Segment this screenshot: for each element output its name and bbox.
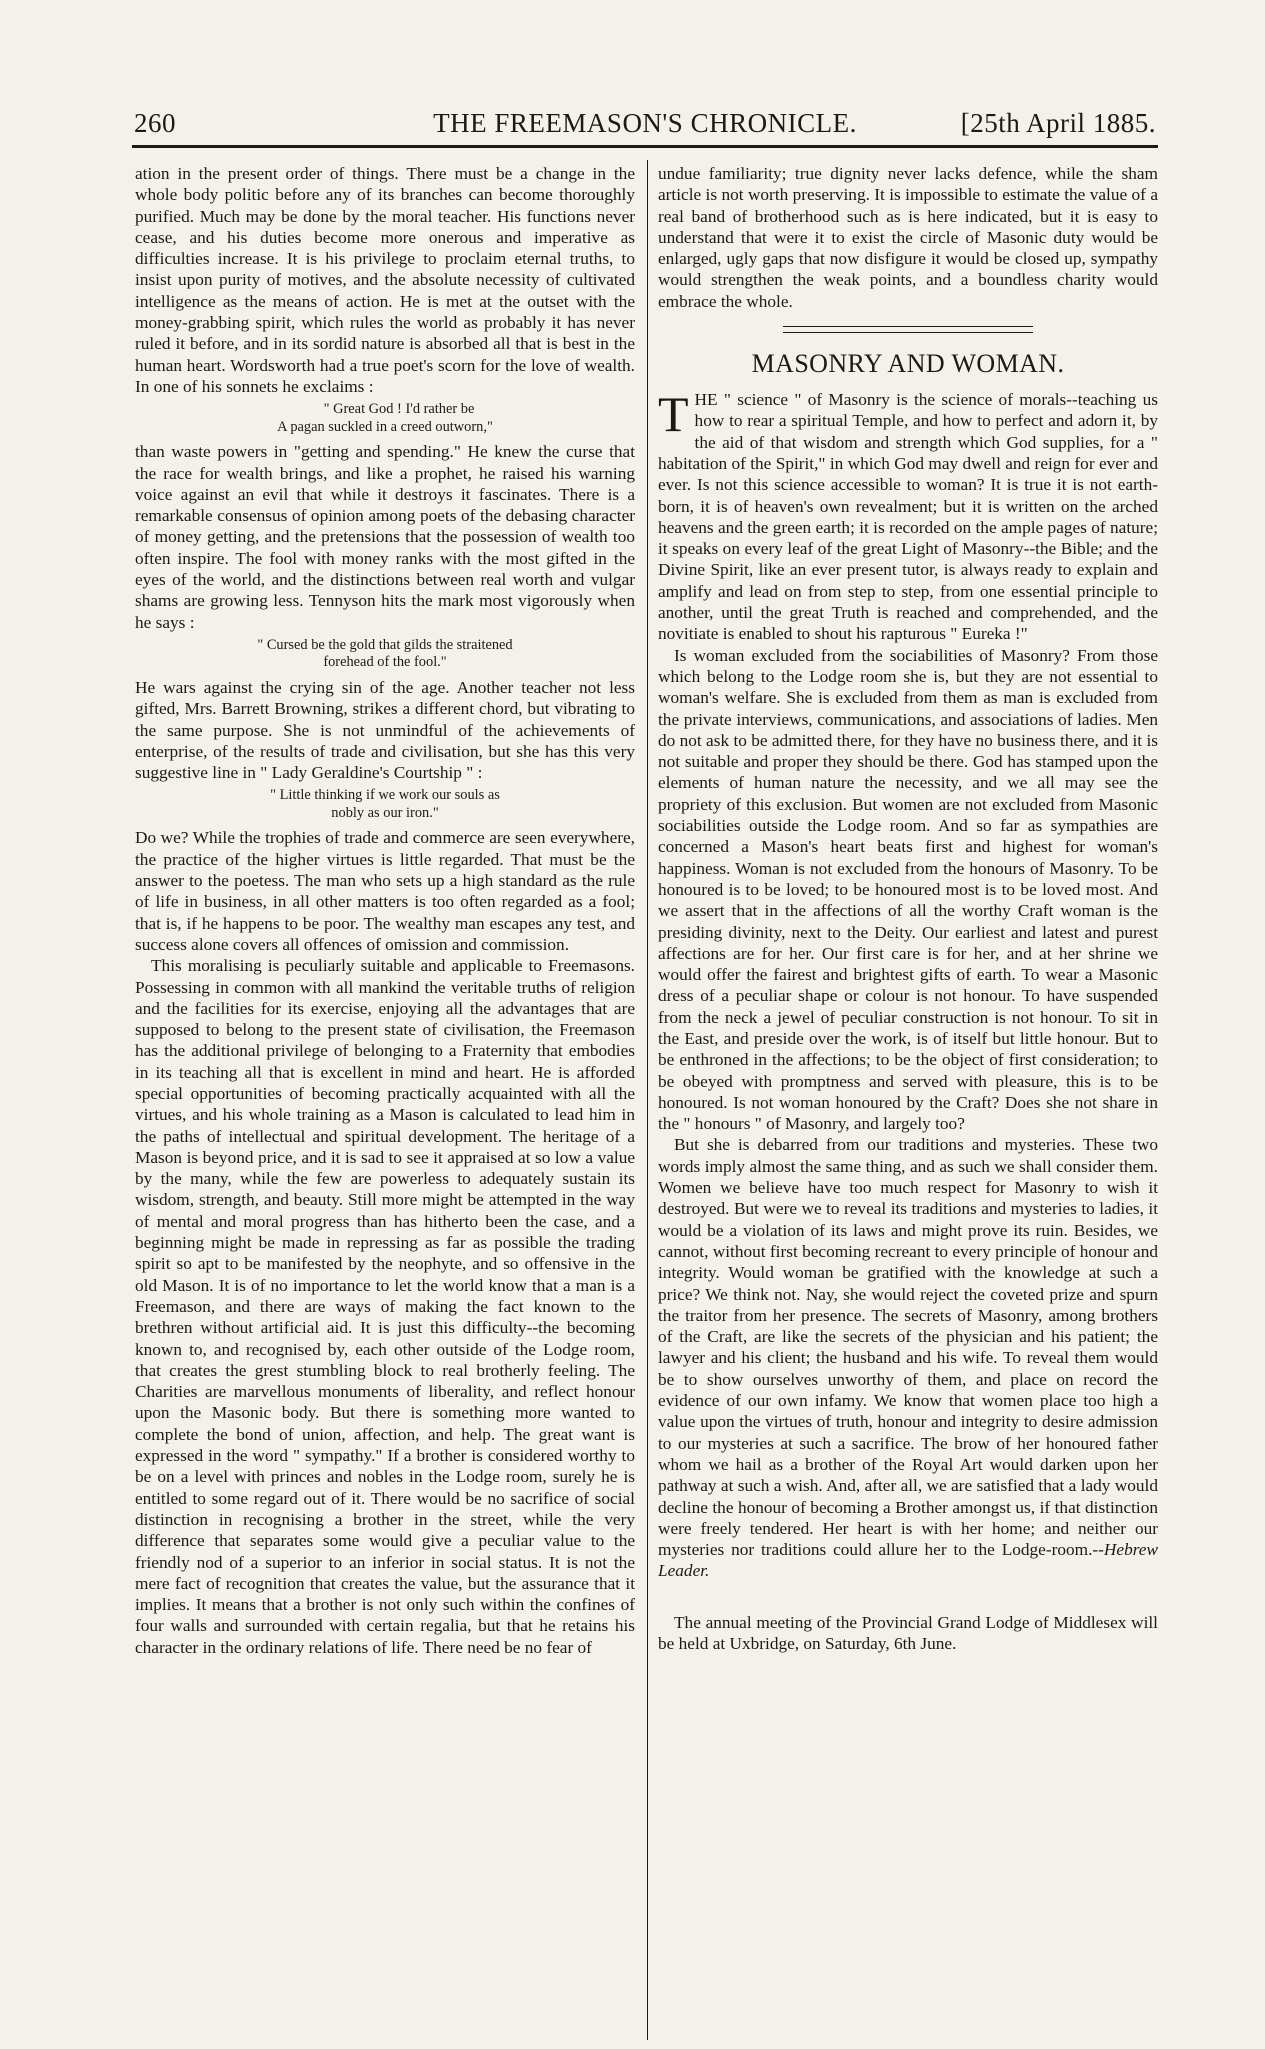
- notice-paragraph: The annual meeting of the Provincial Grand Lodge of Middlesex will be held at Uxbridge, on Saturday, 6th June.: [658, 1612, 1158, 1653]
- article-text: But she is debarred from our traditions and mysteries. These two words imply almost the same thing, and as such we shall consider them. Women we believe have too much respect for Masonry to wish it destroyed. But were we to reveal its traditions and mysteries to ladies, it would be a violation of its laws and might prove its ruin. Besides, we cannot, without first becoming recreant to every principle of honour and integrity. Would woman be gratified with the knowledge at such a price? We think not. Nay, she would reject the coveted prize and spurn the traitor from her presence. The secrets of Masonry, among brothers of the Craft, are like the secrets of the physician and his patient; the lawyer and his client; the husband and his wife. To reveal them would be to show ourselves unworthy of them, and place on record the evidence of our own infamy. We know that women place too high a value upon the virtues of truth, honour and integrity to desire admission to our mysteries at such a sacrifice. The brow of her honoured father whom we hail as a brother of the Royal Art would darken upon her pathway at such a wish. And, after all, we are satisfied that a lady would decline the honour of becoming a Brother amongst us, if that distinction were freely tendered. Her heart is with her home; and neither our mysteries nor traditions could allure her to the Lodge-room.: [658, 1135, 1158, 1560]
- quote-line: forehead of the fool.": [323, 654, 447, 671]
- quote-line: nobly as our iron.": [331, 804, 439, 821]
- tennyson-quote: [135, 637, 635, 672]
- header-rule: [132, 145, 1158, 148]
- source-signature: --Hebrew Leader.: [658, 1540, 1158, 1581]
- quote-line: " Great God ! I'd rather be: [323, 401, 475, 418]
- left-paragraph-2: than waste powers in "getting and spending." He knew the curse that the race for wealth brings, and like a prophet, he raised his warning voice against an evil that while it destroys it fascinates. There is a remarkable consensus of opinion among poets of the debasing character of money getting, and the pretensions that the possession of wealth too often inspire. The fool with money ranks with the most gifted in the eyes of the world, and the distinctions between real worth and vulgar shams are growing less. Tennyson hits the mark most vigorously when he says :: [135, 442, 635, 632]
- left-column: [135, 163, 635, 2043]
- browning-quote: [135, 787, 635, 822]
- column-divider: [647, 160, 648, 2040]
- right-column: [658, 163, 1158, 2043]
- drop-cap: T: [658, 386, 689, 443]
- quote-line: " Cursed be the gold that gilds the straitened: [257, 636, 513, 653]
- quote-line: " Little thinking if we work our souls as: [270, 787, 500, 804]
- page-header: [134, 108, 1156, 142]
- right-paragraph-4: [658, 1134, 1158, 1581]
- quote-line: A pagan suckled in a creed outworn,": [277, 418, 493, 435]
- right-paragraph-2: [658, 386, 1158, 645]
- right-paragraph-1: undue familiarity; true dignity never lacks defence, while the sham article is not worth preserving. It is impossible to estimate the value of a real band of brotherhood such as is here indicated, but it is easy to understand that were it to exist the circle of Masonic duty would be enlarged, ugly gaps that now disfigure it would be closed up, sympathy would strengthen the weak points, and a boundless charity would embrace the whole.: [658, 164, 1158, 311]
- right-paragraph-3: Is woman excluded from the sociabilities of Masonry? From those which belong to the Lodge room she is, but they are not essential to woman's welfare. She is excluded from them as man is excluded from the private interviews, communications, and associations of ladies. Men do not ask to be admitted there, for they have no business there, and it is not suitable and proper they should be there. God has stamped upon the elements of human nature the necessity, and we all may see the propriety of this exclusion. But women are not excluded from Masonic sociabilities outside the Lodge room. And so far as sympathies are concerned a Mason's heart beats first and highest for woman's happiness. Woman is not excluded from the honours of Masonry. To be honoured is to be loved; to be honoured most is to be loved most. And we assert that in the affections of all the worthy Craft woman is the presiding divinity, next to the Deity. Our earliest and latest and purest affections are for her. Our first care is for her, and at her shrine we would offer the fairest and brightest gifts of earth. To wear a Masonic dress of a peculiar shape or colour is not honour. To have suspended from the neck a jewel of peculiar construction is not honour. To sit in the East, and preside over the work, is of itself but little honour. But to be enthroned in the affections; to be the object of first consideration; to be obeyed with promptness and served with pleasure, this is to be honoured. Is not woman honoured by the Craft? Does she not share in the " honours " of Masonry, and largely too?: [658, 645, 1158, 1134]
- issue-date: [25th April 1885.: [960, 108, 1156, 138]
- page-number: 260: [134, 108, 176, 138]
- left-paragraph-1: ation in the present order of things. There must be a change in the whole body politic before any of its branches can become thoroughly purified. Much may be done by the moral teacher. His functions never cease, and his duties become more onerous and imperative as difficulties increase. It is his privilege to proclaim eternal truths, to insist upon purity of motives, and the absolute necessity of cultivated intelligence as the means of action. He is met at the outset with the money-grabbing spirit, which rules the world as probably it has never ruled it before, and in its sordid nature is absorbed all that is best in the human heart. Wordsworth had a true poet's scorn for the love of wealth. In one of his sonnets he exclaims :: [135, 164, 635, 396]
- left-paragraph-5: This moralising is peculiarly suitable and applicable to Freemasons. Possessing in common with all mankind the veritable truths of religion and the facilities for its exercise, enjoying all the advantages that are supposed to belong to the present state of civilisation, the Freemason has the additional privilege of belonging to a Fraternity that embodies in its teaching all that is excellent in mind and heart. He is afforded special opportunities of becoming practically acquainted with all the virtues, and his whole training as a Mason is calculated to lead him in the paths of intellectual and spiritual development. The heritage of a Mason is beyond price, and it is sad to see it appraised at so low a value by the many, while the few are powerless to adequately sustain its wisdom, strength, and beauty. Still more might be attempted in the way of mental and moral progress than has hitherto been the case, and a beginning might be made in repressing as far as possible the trading spirit so apt to be manifested by the neophyte, and so offensive in the old Mason. It is of no importance to let the world know that a man is a Freemason, and there are ways of making the fact known to the brethren without artificial aid. It is just this difficulty--the becoming known to, and recognised by, each other outside of the Lodge room, that creates the grest stumbling block to real brotherly feeling. The Charities are marvellous monuments of liberality, and reflect honour upon the Masonic body. But there is something more wanted to complete the bond of union, affection, and help. The great want is expressed in the word " sympathy." If a brother is considered worthy to be on a level with princes and nobles in the Lodge room, surely he is entitled to some regard out of it. There would be no sacrifice of social distinction in recognising a brother in the street, while the very difference that separates some would give a peculiar value to the friendly nod of a superior to an inferior in social status. It is not the mere fact of recognition that creates the value, but the assurance that it implies. It means that a brother is not only such within the confines of four walls and surrounded with certain regalia, but that he retains his character in the ordinary relations of life. There need be no fear of: [135, 956, 635, 1657]
- article-heading: MASONRY AND WOMAN.: [751, 349, 1065, 379]
- wordsworth-quote: [135, 401, 635, 436]
- section-divider: [783, 326, 1033, 333]
- spacer: [658, 1582, 1158, 1612]
- publication-title: THE FREEMASON'S CHRONICLE.: [433, 108, 857, 138]
- left-paragraph-4: Do we? While the trophies of trade and commerce are seen everywhere, the practice of the higher virtues is little regarded. That must be the answer to the poetess. The man who sets up a high standard as the rule of life in business, in all other matters is too often regarded as a fool; that is, if he happens to be poor. The wealthy man escapes any test, and success alone covers all offences of omission and commission.: [135, 828, 635, 954]
- article-text: HE " science " of Masonry is the science of morals--teaching us how to rear a spiritual Temple, and how to perfect and adorn it, by the aid of that wisdom and strength which God supplies, for a " habitation of the Spirit," in which God may dwell and reign for ever and ever. Is not this science accessible to woman? It is true it is not earth-born, it is of heaven's own revealment; but it is written on the arched heavens and the green earth; it is recorded on the ample pages of nature; it speaks on every leaf of the great Light of Masonry--the Bible; and the Divine Spirit, like an ever present tutor, is always ready to explain and amplify and lead on from step to step, from one essential principle to another, until the great Truth is reached and comprehended, and the novitiate is enabled to shout his rapturous " Eureka !": [658, 390, 1158, 644]
- left-paragraph-3: He wars against the crying sin of the age. Another teacher not less gifted, Mrs. Barrett Browning, strikes a different chord, but vibrating to the same purpose. She is not unmindful of the achievements of enterprise, of the results of trade and civilisation, but she has this very suggestive line in " Lady Geraldine's Courtship " :: [135, 677, 635, 783]
